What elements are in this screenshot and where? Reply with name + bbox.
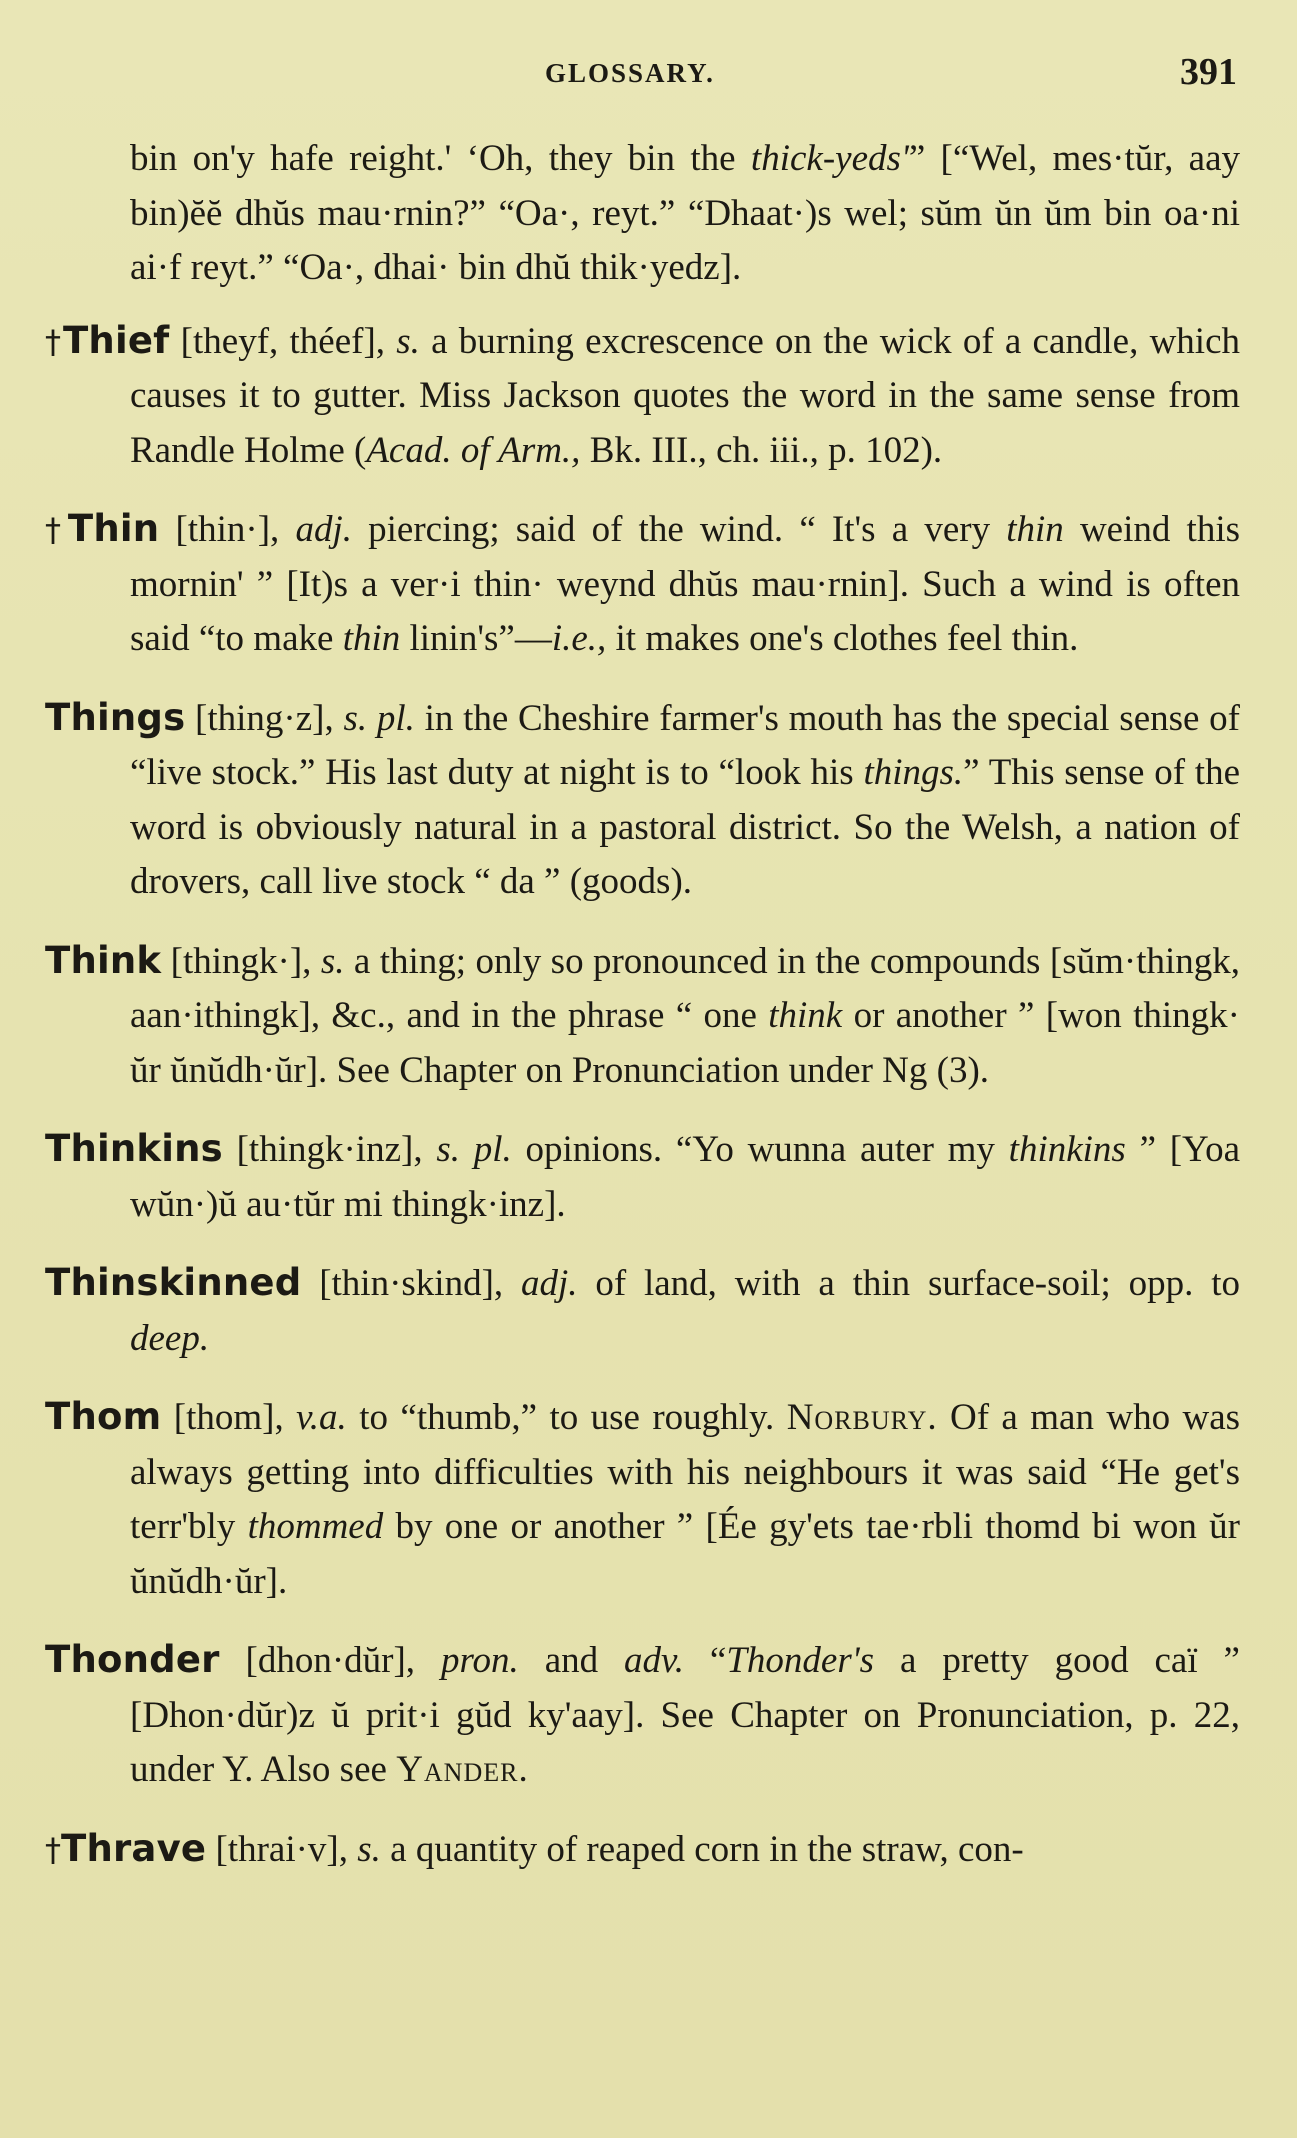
dagger-mark: † — [45, 1830, 61, 1869]
entry-think: Think [thingk·], s. a thing; only so pronounced in the compounds [sŭm·thingk, aan·ithingk], &c., and in the phrase “ one think or another ” [won thingk· ŭr ŭnŭdh·ŭr]. See Chapter on Pronunciation under Ng (3). — [45, 938, 1240, 1091]
headword: Thin — [67, 507, 160, 550]
entry-thinkins: Thinkins [thingk·inz], s. pl. opinions. “Yo wunna auter my thinkins ” [Yoa wŭn·)ŭ au·tŭr mi thingk·inz]. — [45, 1127, 1240, 1225]
dagger-mark: † — [45, 322, 63, 361]
headword: Thrave — [61, 1826, 207, 1870]
entry-thrave: †Thrave [thrai·v], s. a quantity of reaped corn in the straw, con- — [45, 1826, 1024, 1870]
headword: Thom — [45, 1395, 162, 1438]
entry-thief: †Thief [theyf, théef], s. a burning excrescence on the wick of a candle, which causes it to gutter. Miss Jackson quotes the word in the same sense from Randle Holme (Acad. of Arm., Bk. III., ch. iii., p. 102). — [45, 318, 1240, 471]
entry-things: Things [thing·z], s. pl. in the Cheshire farmer's mouth has the special sense of “live stock.” His last duty at night is to “look his things.” This sense of the word is obviously natural in a pastoral district. So the Welsh, a nation of drovers, call live stock “ da ” (goods). — [45, 695, 1241, 902]
entry-thin: †Thin [thin·], adj. piercing; said of the wind. “ It's a very thin weind this mornin' ” [It)s a ver·i thin· weynd dhŭs mau·rnin]. Such a wind is often said “to make thin linin's”—i.e., it makes one's clothes feel thin. — [45, 507, 1241, 659]
headword: Thonder — [45, 1638, 220, 1681]
running-title: GLOSSARY. — [545, 58, 715, 88]
page-number: 391 — [1180, 51, 1237, 93]
headword: Thinskinned — [45, 1261, 302, 1304]
dagger-mark: † — [45, 511, 68, 549]
entry-thonder: Thonder [dhon·dŭr], pron. and adv. “Thonder's a pretty good caï ” [Dhon·dŭr)z ŭ prit·i gŭd ky'aay]. See Chapter on Pronunciation, p. 22, under Y. Also see Yander. — [45, 1638, 1240, 1790]
headword: Things — [45, 695, 186, 739]
cross-reference: Yander. — [396, 1749, 529, 1790]
entry-thinskinned: Thinskinned [thin·skind], adj. of land, with a thin surface-soil; opp. to deep. — [45, 1261, 1240, 1359]
headword: Thief — [62, 318, 170, 362]
page-header — [0, 50, 1297, 100]
glossary-text — [45, 132, 1240, 1877]
continued-paragraph: bin on'y hafe reight.' ‘Oh, they bin the thick-yeds'” [“Wel, mes·tŭr, aay bin)ĕĕ dhŭs mau·rnin?” “Oa·, reyt.” “Dhaat·)s wel; sŭm ŭn ŭm bin oa·ni ai·f reyt.” “Oa·, dhai· bin dhŭ thik·yedz]. — [130, 138, 1241, 288]
headword: Thinkins — [45, 1127, 223, 1170]
entry-thom: Thom [thom], v.a. to “thumb,” to use roughly. Norbury. Of a man who was always getting into difficulties with his neighbours it was said “He get's terr'bly thommed by one or another ” [Ée gy'ets tae·rbli thomd bi won ŭr ŭnŭdh·ŭr]. — [45, 1395, 1241, 1602]
headword: Think — [45, 938, 162, 982]
authority-name: Norbury. — [786, 1397, 938, 1438]
